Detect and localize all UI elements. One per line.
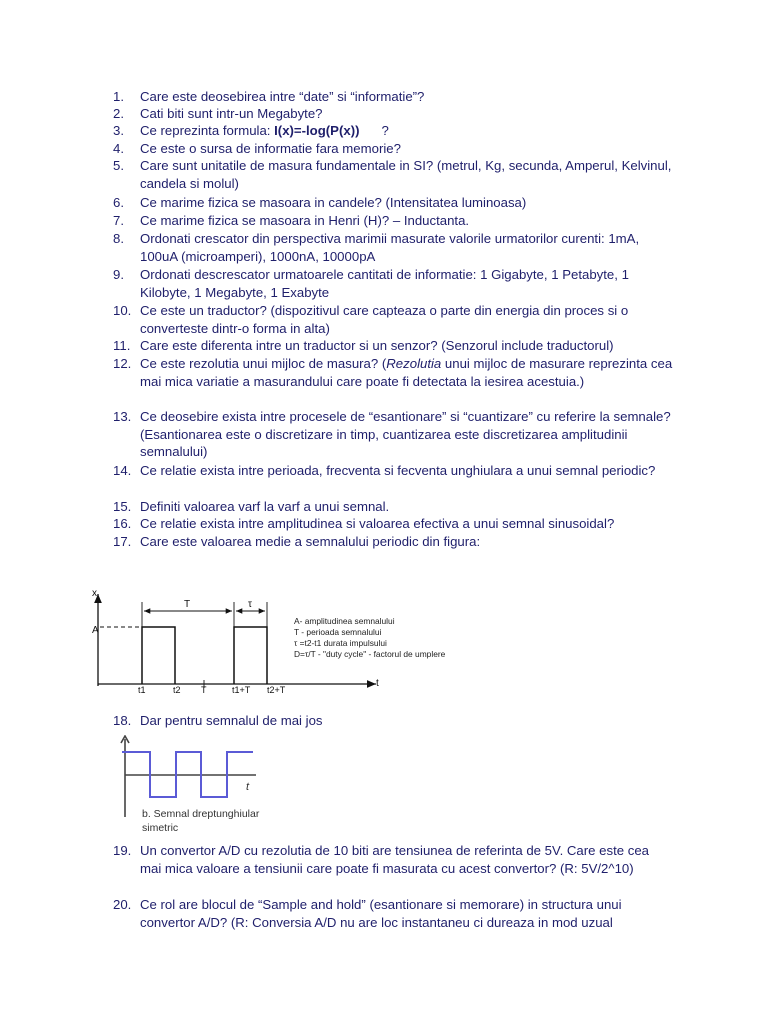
y-axis-label: x bbox=[92, 588, 97, 599]
question-5 bbox=[113, 157, 673, 192]
question-16 bbox=[113, 515, 673, 533]
legend-line-3: τ =t2-t1 durata impulsului bbox=[294, 638, 387, 648]
question-number: 18. bbox=[113, 713, 132, 728]
question-20 bbox=[113, 896, 673, 931]
amplitude-label: A bbox=[92, 625, 99, 636]
question-number: 13. bbox=[113, 409, 132, 424]
question-number: 9. bbox=[113, 267, 124, 282]
tick-label-t1T: t1+T bbox=[232, 685, 251, 695]
question-number: 8. bbox=[113, 231, 124, 246]
question-14 bbox=[113, 462, 673, 480]
question-9 bbox=[113, 266, 673, 301]
question-number: 14. bbox=[113, 463, 132, 478]
question-12 bbox=[113, 355, 673, 390]
question-number: 5. bbox=[113, 158, 124, 173]
x-axis-label: t bbox=[376, 678, 379, 689]
question-number: 12. bbox=[113, 356, 132, 371]
question-text: Ce marime fizica se masoara in Henri (H)? – Inductanta. bbox=[140, 213, 470, 228]
question-number: 16. bbox=[113, 516, 132, 531]
tick-label-T: T bbox=[201, 685, 207, 695]
question-number: 20. bbox=[113, 897, 132, 912]
question-text: Care este valoarea medie a semnalului periodic din figura: bbox=[140, 534, 481, 549]
figure-caption-line2: simetric bbox=[142, 822, 179, 834]
question-text: Dar pentru semnalul de mai jos bbox=[140, 713, 323, 728]
question-text: Ce este un traductor? (dispozitivul care capteaza o parte din energia din proces si o converteste dintr-o forma in alta) bbox=[140, 303, 629, 336]
legend-line-1: A- amplitudinea semnalului bbox=[294, 616, 395, 626]
question-text: Care este deosebirea intre “date” si “informatie”? bbox=[140, 89, 425, 104]
question-text: Ce este o sursa de informatie fara memorie? bbox=[140, 141, 401, 156]
pulse-1 bbox=[142, 627, 175, 684]
question-11 bbox=[113, 337, 673, 355]
question-text: Ce relatie exista intre amplitudinea si valoarea efectiva a unui semnal sinusoidal? bbox=[140, 516, 615, 531]
question-text-post: unui mijloc de masurare reprezinta cea mai mica variatie a masurandului care poate fi detectata la iesirea acestuia.) bbox=[140, 356, 673, 389]
question-text: Care sunt unitatile de masura fundamentale in SI? (metrul, Kg, secunda, Amperul, Kelvinul, candela si molul) bbox=[140, 158, 672, 191]
question-number: 15. bbox=[113, 499, 132, 514]
legend-line-4: D=τ/T - "duty cycle" - factorul de umplere bbox=[294, 649, 446, 659]
question-4 bbox=[113, 140, 673, 158]
question-15 bbox=[113, 498, 673, 516]
question-17 bbox=[113, 533, 673, 551]
question-2 bbox=[113, 105, 673, 123]
question-6 bbox=[113, 194, 673, 212]
pulse-2 bbox=[234, 627, 267, 684]
question-10 bbox=[113, 302, 673, 337]
question-18 bbox=[113, 712, 673, 730]
question-text-pre: Ce este rezolutia unui mijloc de masura? ( bbox=[140, 356, 387, 371]
question-text bbox=[140, 355, 673, 390]
question-number: 7. bbox=[113, 213, 124, 228]
question-number: 6. bbox=[113, 195, 124, 210]
question-3 bbox=[113, 122, 673, 140]
question-text: Care este diferenta intre un traductor si un senzor? (Senzorul include traductorul) bbox=[140, 338, 614, 353]
question-text: Ordonati crescator din perspectiva marimii masurate valorile urmatorilor curenti: 1mA, 100uA (microamperi), 1000nA, 10000pA bbox=[140, 231, 640, 264]
tau-label: τ bbox=[248, 599, 252, 610]
question-number: 17. bbox=[113, 534, 132, 549]
question-number: 10. bbox=[113, 303, 132, 318]
question-text: Ce marime fizica se masoara in candele? (Intensitatea luminoasa) bbox=[140, 195, 527, 210]
question-7 bbox=[113, 212, 673, 230]
italic-term: Rezolutia bbox=[386, 356, 442, 371]
pulse-signal-figure bbox=[86, 578, 472, 700]
legend-line-2: T - perioada semnalului bbox=[294, 627, 382, 637]
question-text-pre: Ce reprezinta formula: bbox=[140, 123, 275, 138]
question-text-post: ? bbox=[359, 123, 389, 138]
question-text: Ce deosebire exista intre procesele de “esantionare” si “cuantizare” cu referire la semnale? (Esantionarea este o discretizare in timp, cuantizarea este discretizarea amplitudinii semnalului) bbox=[140, 409, 671, 459]
question-number: 3. bbox=[113, 123, 124, 138]
question-number: 4. bbox=[113, 141, 124, 156]
question-text: Ce relatie exista intre perioada, frecventa si fecventa unghiulara a unui semnal periodic? bbox=[140, 463, 656, 478]
question-number: 11. bbox=[113, 338, 131, 353]
question-text: Ordonati descrescator urmatoarele cantitati de informatie: 1 Gigabyte, 1 Petabyte, 1 Kilobyte, 1 Megabyte, 1 Exabyte bbox=[140, 267, 629, 300]
period-label: T bbox=[184, 599, 191, 610]
question-number: 2. bbox=[113, 106, 124, 121]
square-wave-figure bbox=[114, 735, 286, 837]
tick-label-t2: t2 bbox=[173, 685, 181, 695]
question-text: Definiti valoarea varf la varf a unui semnal. bbox=[140, 499, 390, 514]
tick-label-t1: t1 bbox=[138, 685, 146, 695]
tick-label-t2T: t2+T bbox=[267, 685, 286, 695]
question-text: Un convertor A/D cu rezolutia de 10 biti are tensiunea de referinta de 5V. Care este cea mai mica valoare a tensiunii care poate fi masurata cu acest convertor? (R: 5V/2^10) bbox=[140, 843, 649, 876]
question-number: 1. bbox=[113, 89, 124, 104]
question-text: Cati biti sunt intr-un Megabyte? bbox=[140, 106, 323, 121]
figure-caption-line1: b. Semnal dreptunghiular bbox=[142, 808, 260, 820]
question-1 bbox=[113, 88, 673, 106]
x-axis-label: t bbox=[246, 781, 250, 793]
formula: I(x)=-log(P(x)) bbox=[274, 123, 360, 138]
question-text bbox=[140, 122, 673, 140]
question-text: Ce rol are blocul de “Sample and hold” (esantionare si memorare) in structura unui convertor A/D? (R: Conversia A/D nu are loc instantaneu ci dureaza in mod uzual bbox=[140, 897, 622, 930]
question-number: 19. bbox=[113, 843, 132, 858]
question-13 bbox=[113, 408, 673, 461]
question-19 bbox=[113, 842, 673, 877]
question-8 bbox=[113, 230, 673, 265]
